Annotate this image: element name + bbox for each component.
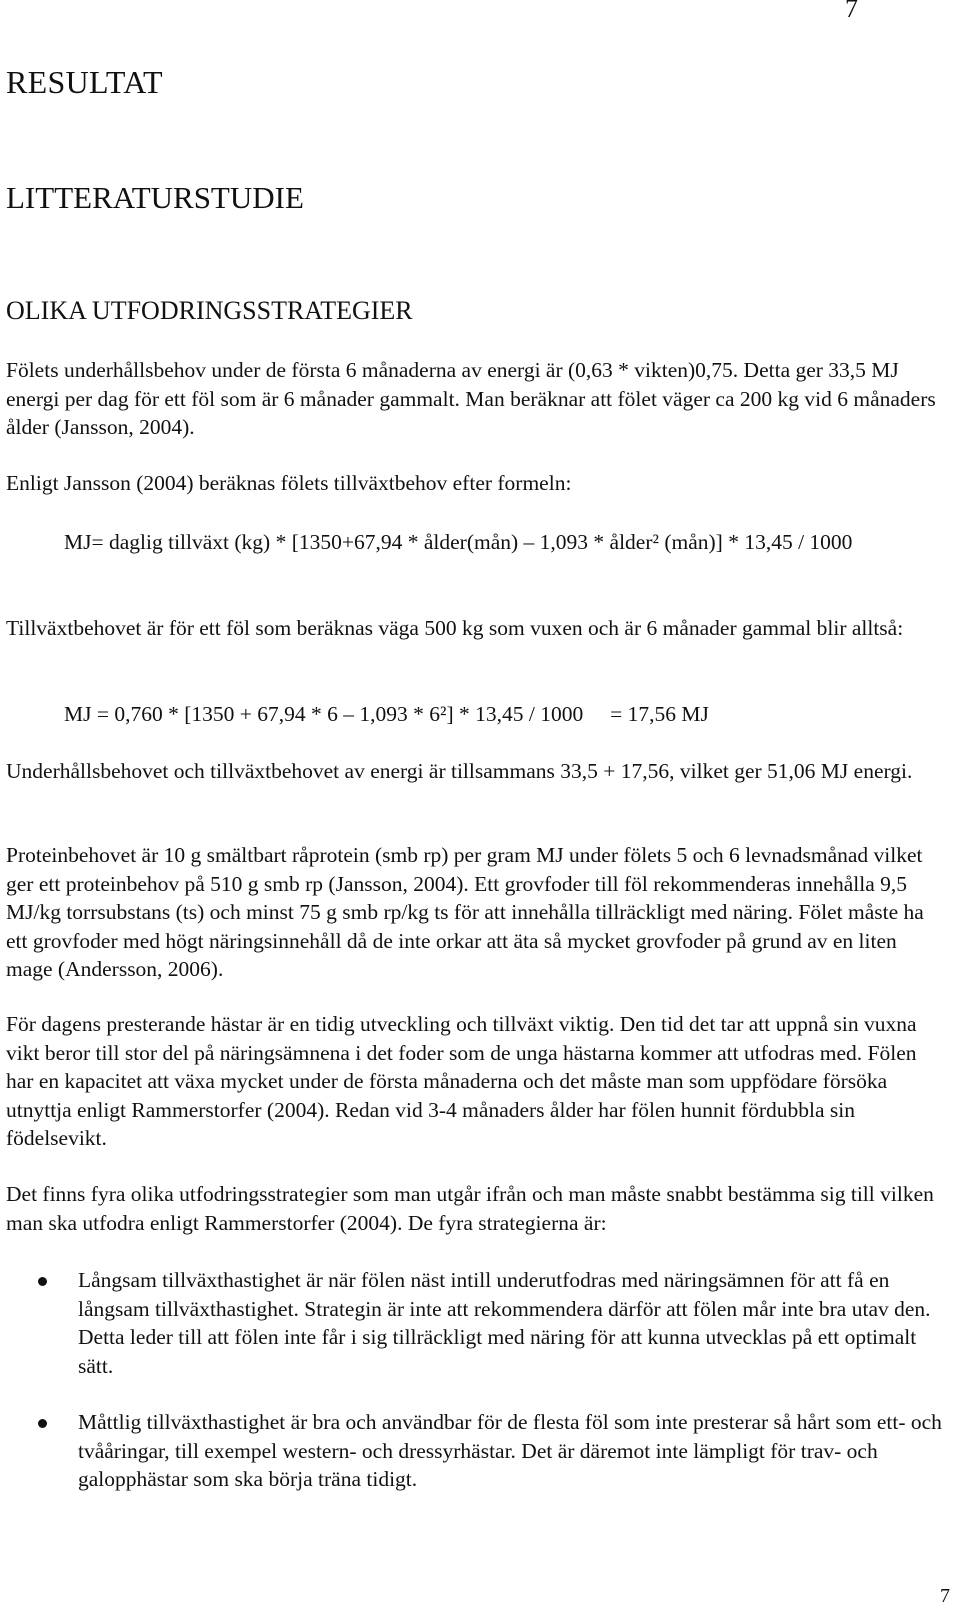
paragraph-proteinbehov: Proteinbehovet är 10 g smältbart råprotein (smb rp) per gram MJ under fölets 5 och 6 levnadsmånad vilket ger ett proteinbehov på 510 g smb rp (Jansson, 2004). Ett grovfoder till föl rekommenderas innehålla 9,5 MJ/kg torrsubstans (ts) och minst 75 g smb rp/kg ts för att innehålla tillräckligt med näring. Fölet måste ha ett grovfoder med högt näringsinnehåll då de inte orkar att äta så mycket grovfoder på grund av en liten mage (Andersson, 2006).	[6, 843, 924, 981]
list-item-text: Måttlig tillväxthastighet är bra och användbar för de flesta föl som inte presterar så hårt som ett- och tvååringar, till exempel western- och dressyrhästar. Det är däremot inte lämpligt för trav- och galopphästar som ska börja träna tidigt.	[78, 1410, 942, 1491]
bullet-icon	[38, 1419, 47, 1428]
page-number-top: 7	[845, 0, 858, 23]
list-item	[6, 1266, 946, 1380]
page-number-bottom: 7	[940, 1585, 950, 1607]
strategy-list	[6, 1266, 946, 1494]
bullet-icon	[38, 1277, 47, 1286]
paragraph-strategier-intro: Det finns fyra olika utfodringsstrategier som man utgår ifrån och man måste snabbt bestämma sig till vilken man ska utfodra enligt Rammerstorfer (2004). De fyra strategierna är:	[6, 1182, 934, 1235]
heading-utfodringsstrategier: OLIKA UTFODRINGSSTRATEGIER	[6, 296, 413, 325]
paragraph-underhallsbehov: Fölets underhållsbehov under de första 6 månaderna av energi är (0,63 * vikten)0,75. Detta ger 33,5 MJ energi per dag för ett föl som är 6 månader gammalt. Man beräknar att fölet väger ca 200 kg vid 6 månaders ålder (Jansson, 2004).	[6, 358, 936, 439]
paragraph-utveckling: För dagens presterande hästar är en tidig utveckling och tillväxt viktig. Den tid det tar att uppnå sin vuxna vikt beror till stor del på näringsämnena i det foder som de unga hästarna kommer att utfodras med. Fölen har en kapacitet att växa mycket under de första månaderna och det måste man som uppfödare försöka utnyttja enligt Rammerstorfer (2004). Redan vid 3-4 månaders ålder har fölen hunnit fördubbla sin födelsevikt.	[6, 1012, 917, 1150]
formula-berakning: MJ = 0,760 * [1350 + 67,94 * 6 – 1,093 * 6²] * 13,45 / 1000 = 17,56 MJ	[64, 702, 709, 726]
heading-resultat: RESULTAT	[6, 64, 163, 100]
list-item	[6, 1408, 946, 1494]
formula-tillvaxtbehov: MJ= daglig tillväxt (kg) * [1350+67,94 * ålder(mån) – 1,093 * ålder² (mån)] * 13,45 / 1000	[64, 530, 853, 554]
paragraph-total-energi: Underhållsbehovet och tillväxtbehovet av energi är tillsammans 33,5 + 17,56, vilket ger 51,06 MJ energi.	[6, 759, 913, 783]
list-item-text: Långsam tillväxthastighet är när fölen näst intill underutfodras med näringsämnen för att få en långsam tillväxthastighet. Strategin är inte att rekommendera därför att fölen mår inte bra utav den. Detta leder till att fölen inte får i sig tillräckligt med näring för att kunna utvecklas på ett optimalt sätt.	[78, 1268, 931, 1378]
paragraph-tillvaxtbehov: Tillväxtbehovet är för ett föl som beräknas väga 500 kg som vuxen och är 6 månader gammal blir alltså:	[6, 616, 904, 640]
heading-litteraturstudie: LITTERATURSTUDIE	[6, 180, 304, 215]
paragraph-formel-intro: Enligt Jansson (2004) beräknas fölets tillväxtbehov efter formeln:	[6, 471, 572, 495]
